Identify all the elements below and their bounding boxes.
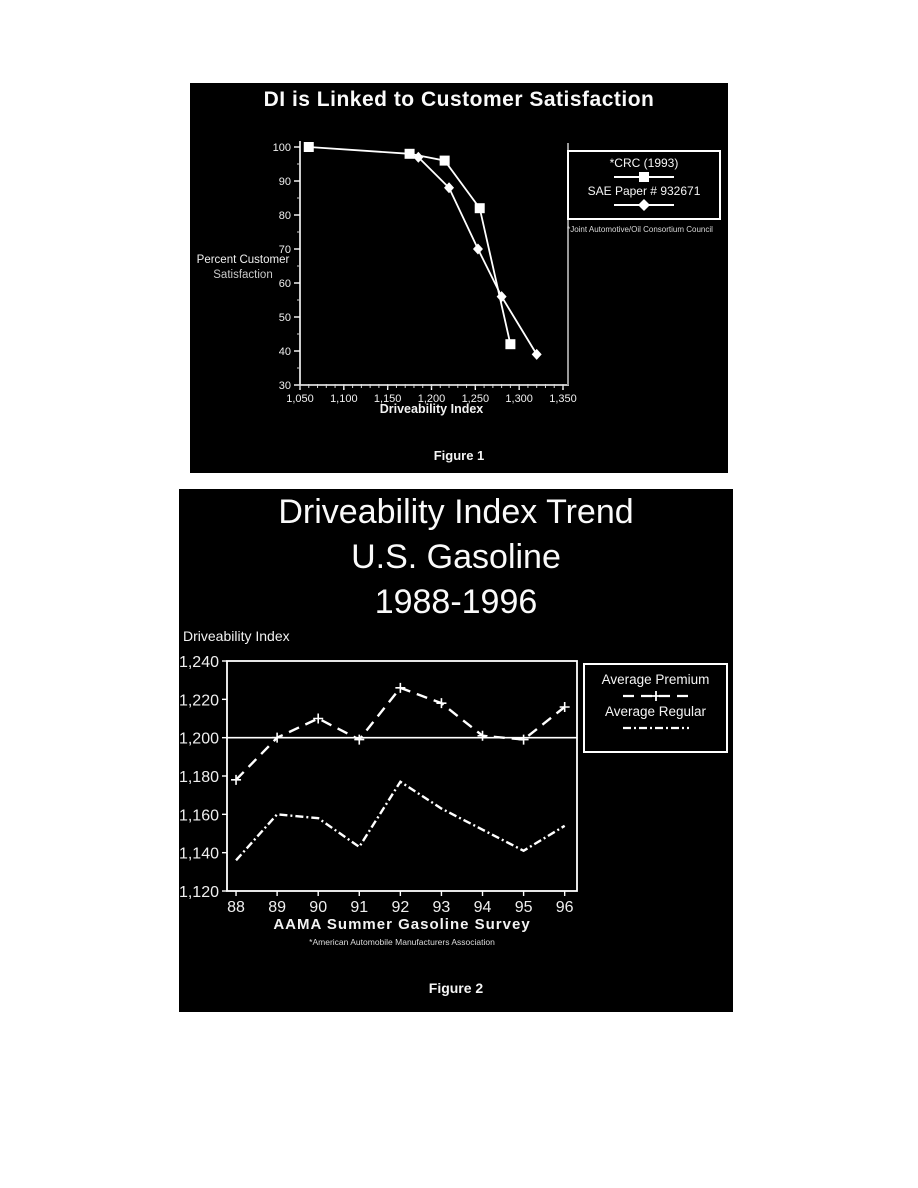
svg-text:1,050: 1,050 [286,393,314,405]
svg-text:1,220: 1,220 [179,692,219,710]
svg-text:80: 80 [278,210,291,222]
figure1-y-axis-label [192,253,294,283]
svg-text:1,350: 1,350 [549,393,577,405]
svg-text:94: 94 [473,899,492,916]
svg-text:95: 95 [514,899,533,916]
figure1-title: DI is Linked to Customer Satisfaction [263,88,655,111]
figure2-title-line2: U.S. Gasoline [351,538,561,576]
figure2-footnote: *American Automobile Manufacturers Association [309,937,495,947]
figure1-caption: Figure 1 [433,448,485,463]
figure2-legend-label-regular: Average Regular [604,704,707,719]
figure1-legend [567,150,721,220]
svg-text:91: 91 [350,899,369,916]
svg-text:1,150: 1,150 [373,393,402,405]
svg-text:1,100: 1,100 [330,393,358,405]
svg-text:92: 92 [391,899,410,916]
svg-text:70: 70 [278,244,291,256]
diamond-marker-line-icon [612,199,676,211]
figure1-legend-label-crc: *CRC (1993) [609,156,679,170]
figure2-x-axis-label: AAMA Summer Gasoline Survey [273,916,531,933]
dashdot-line-icon [621,722,691,734]
svg-text:60: 60 [278,278,291,290]
svg-text:40: 40 [278,346,291,358]
svg-text:1,140: 1,140 [179,845,219,863]
figure1-legend-label-sae: SAE Paper # 932671 [587,184,701,198]
dashed-plus-line-icon [621,690,691,702]
svg-text:93: 93 [432,899,451,916]
figure1-panel [190,83,728,473]
svg-text:90: 90 [278,176,291,188]
figure2-title-line3: 1988-1996 [374,583,538,621]
svg-text:1,160: 1,160 [179,807,219,825]
figure2-y-axis-label: Driveability Index [183,628,290,644]
figure1-y-axis-label-line1: Percent Customer [196,254,290,266]
figure1-x-axis-label: Driveability Index [379,402,484,416]
svg-text:96: 96 [555,899,574,916]
svg-text:1,240: 1,240 [179,654,219,671]
figure2-legend [583,663,728,753]
figure2-title-line1: Driveability Index Trend [278,493,634,531]
figure2-caption: Figure 2 [428,980,484,996]
svg-text:88: 88 [227,899,245,916]
svg-text:1,200: 1,200 [179,730,219,748]
svg-text:1,200: 1,200 [417,393,446,405]
figure1-footnote: *Joint Automotive/Oil Consortium Council [567,225,713,234]
figure1-y-axis-label-line2: Satisfaction [213,269,273,281]
svg-text:90: 90 [309,899,328,916]
svg-text:50: 50 [278,312,291,324]
svg-text:1,180: 1,180 [179,769,219,786]
figure2-legend-label-premium: Average Premium [601,672,710,687]
svg-text:30: 30 [278,380,291,392]
svg-text:1,300: 1,300 [505,393,533,405]
svg-text:1,250: 1,250 [461,393,490,405]
svg-text:1,120: 1,120 [179,884,219,901]
svg-text:100: 100 [272,142,291,154]
svg-text:89: 89 [268,899,287,916]
figure2-panel [179,489,733,1012]
square-marker-line-icon [612,171,676,183]
